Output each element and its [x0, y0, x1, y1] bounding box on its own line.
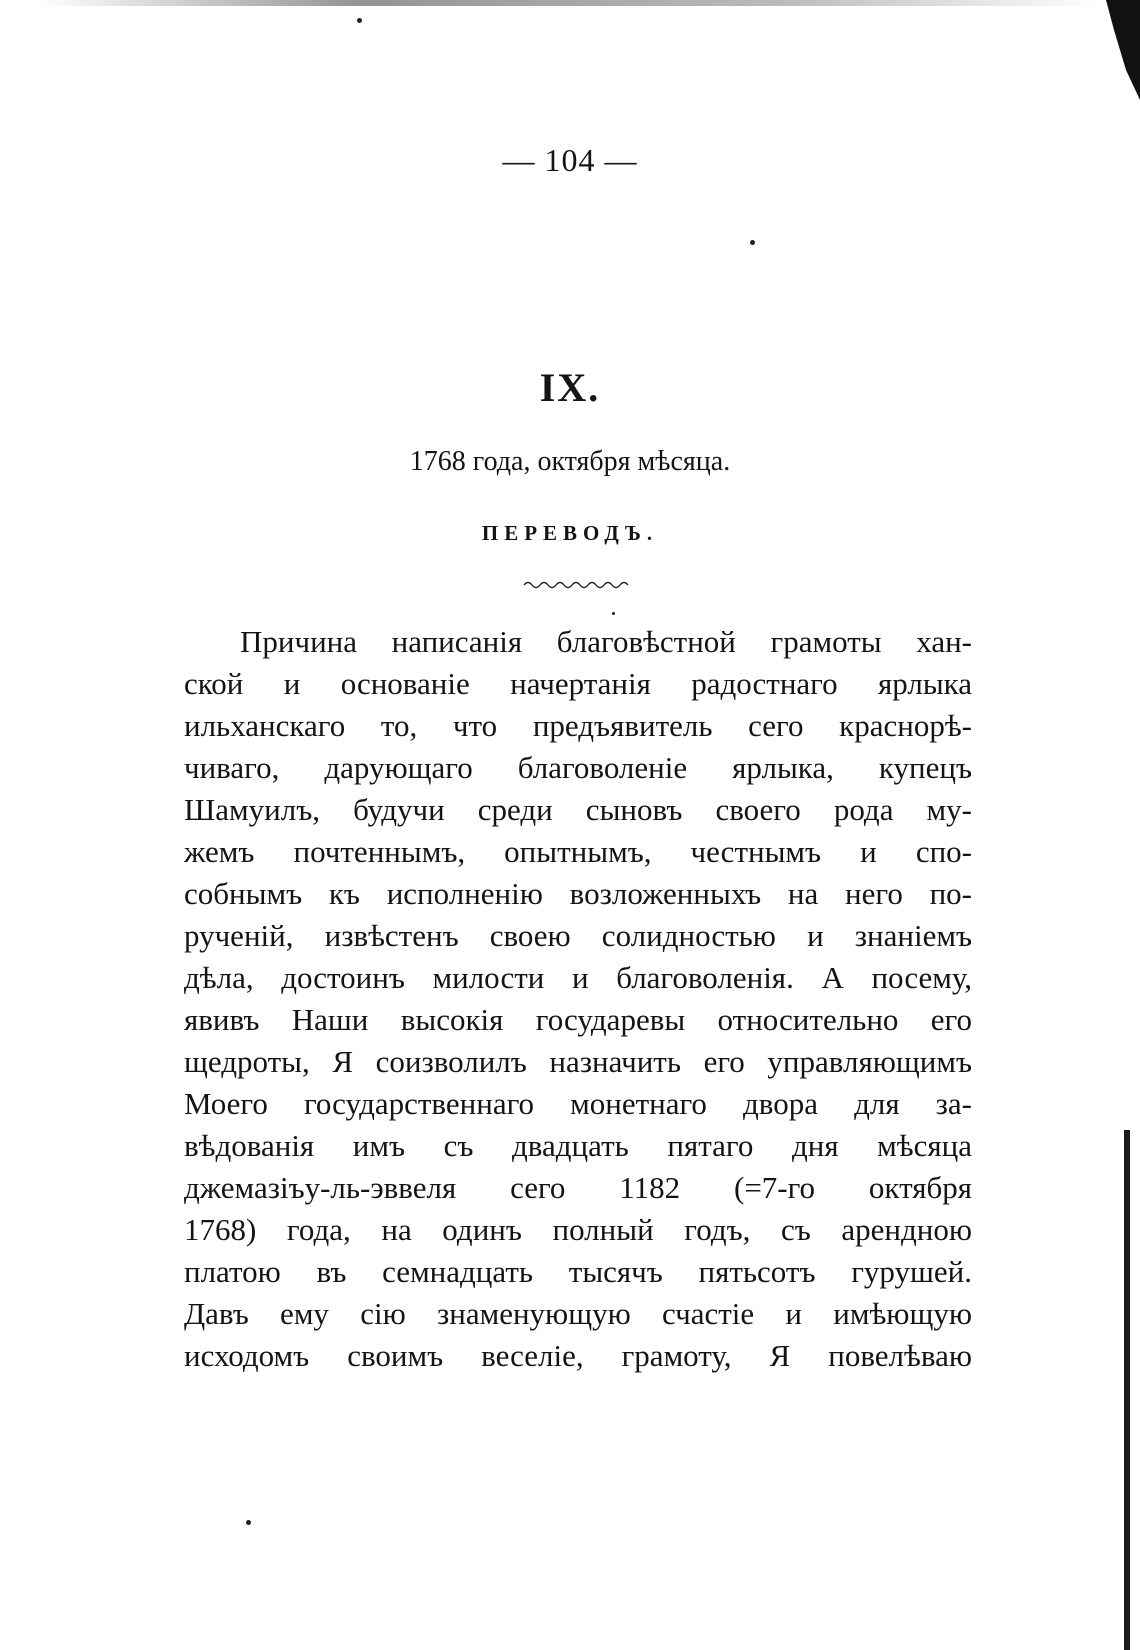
body-line: чиваго, дарующаго благоволеніе ярлыка, купецъ [184, 750, 972, 785]
body-line: платою въ семнадцать тысячъ пятьсотъ гурушей. [184, 1254, 972, 1289]
body-line: вѣдованія имъ съ двадцать пятаго дня мѣсяца [184, 1128, 972, 1163]
body-line: исходомъ своимъ веселіе, грамоту, Я повелѣваю [184, 1338, 972, 1373]
body-line: ильханскаго то, что предъявитель сего краснорѣ- [184, 708, 972, 743]
body-line: Моего государственнаго монетнаго двора для за- [184, 1086, 972, 1121]
translation-heading: ПЕРЕВОДЪ. [481, 521, 659, 545]
document-date: 1768 года, октября мѣсяца. [409, 446, 731, 477]
body-line: джемазіъу-ль-эввеля сего 1182 (=7-го октября [184, 1170, 972, 1205]
body-line: Причина написанія благовѣстной грамоты хан- [240, 624, 972, 659]
body-line: Давъ ему сію знаменующую счастіе и имѣющую [184, 1296, 972, 1331]
chapter-number: IX. [539, 365, 601, 410]
body-line: рученій, извѣстенъ своею солидностью и знаніемъ [184, 918, 972, 953]
wave-ornament [522, 578, 632, 592]
body-line: явивъ Наши высокія государевы относительно его [184, 1002, 972, 1037]
scan-speck [750, 240, 755, 245]
body-line: собнымъ къ исполненію возложенныхъ на него по- [184, 876, 972, 911]
scan-right-edge-shadow [1124, 1130, 1130, 1650]
body-line: ской и основаніе начертанія радостнаго ярлыка [184, 666, 972, 701]
body-line: Шамуилъ, будучи среди сыновъ своего рода му- [184, 792, 972, 827]
body-line: дѣла, достоинъ милости и благоволенія. А посему, [184, 960, 972, 995]
body-line: 1768) года, на одинъ полный годъ, съ арендною [184, 1212, 972, 1247]
body-line: жемъ почтеннымъ, опытнымъ, честнымъ и спо- [184, 834, 972, 869]
scan-speck [357, 18, 362, 23]
body-text [184, 621, 972, 1377]
page-number: — 104 — [502, 142, 638, 178]
scan-speck [246, 1520, 251, 1525]
scan-corner-shadow [1106, 0, 1140, 100]
body-line: щедроты, Я соизволилъ назначить его управляющимъ [184, 1044, 972, 1079]
scan-speck [612, 612, 615, 615]
scan-top-shadow [40, 0, 1100, 6]
